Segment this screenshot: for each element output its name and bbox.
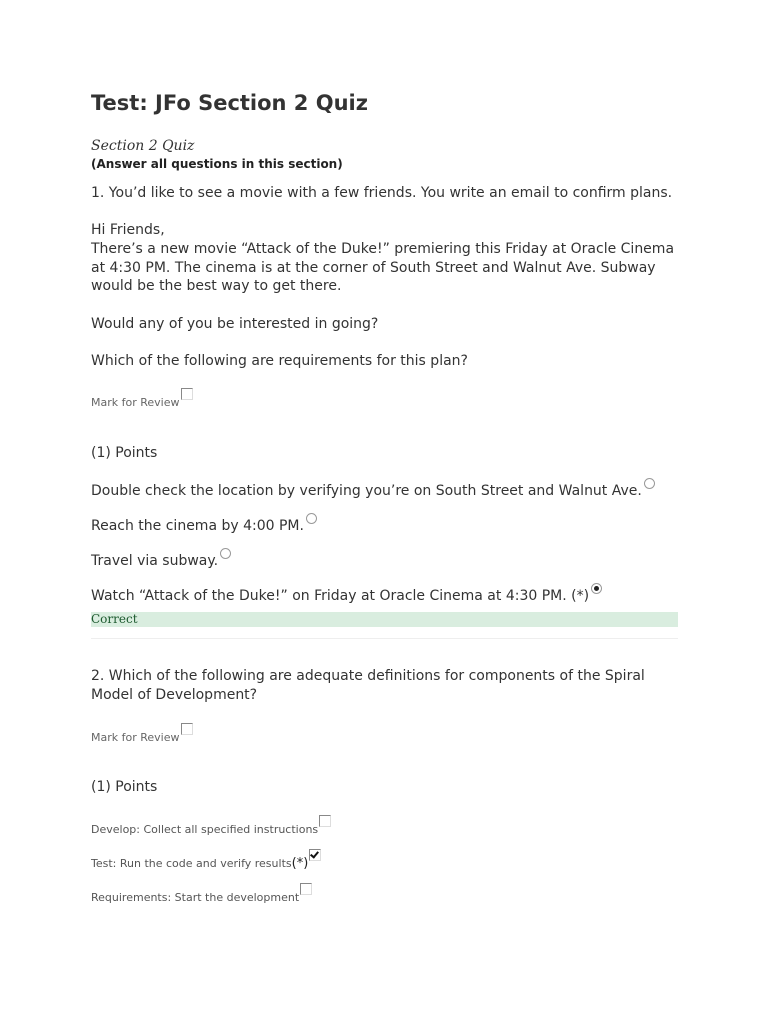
answer-option[interactable]	[91, 548, 231, 571]
answer-radio[interactable]	[220, 548, 231, 559]
question-1-prompt: 1. You’d like to see a movie with a few friends. You write an email to confirm plans.	[91, 185, 673, 201]
email-closing: Would any of you be interested in going?	[91, 316, 379, 332]
mark-for-review-checkbox[interactable]	[181, 723, 193, 735]
answer-option-label: Develop: Collect all specified instructions	[91, 823, 319, 836]
feedback-bar	[91, 612, 678, 627]
answer-option-label: Double check the location by verifying you’re on South Street and Walnut Ave.	[91, 483, 642, 499]
mark-for-review-label: Mark for Review	[91, 731, 180, 744]
answer-option[interactable]	[91, 478, 655, 501]
section-name: Section 2 Quiz	[91, 138, 195, 154]
question-divider	[91, 638, 678, 639]
answer-option-label: Travel via subway.	[91, 553, 219, 569]
answer-option-label: Reach the cinema by 4:00 PM.	[91, 518, 304, 534]
section-instruction: (Answer all questions in this section)	[91, 157, 343, 171]
page-title: Test: JFo Section 2 Quiz	[91, 91, 368, 115]
answer-option[interactable]	[91, 815, 331, 836]
question-2-points: (1) Points	[91, 779, 158, 795]
answer-radio[interactable]	[306, 513, 317, 524]
answer-option-label: Test: Run the code and verify results	[91, 857, 292, 870]
email-greeting: Hi Friends,	[91, 222, 165, 238]
feedback-correct: Correct	[91, 612, 138, 626]
answer-option[interactable]	[91, 849, 321, 871]
answer-radio[interactable]	[644, 478, 655, 489]
answer-option[interactable]	[91, 583, 602, 606]
answer-option[interactable]	[91, 883, 312, 904]
mark-for-review-2	[91, 723, 193, 744]
answer-checkbox-checked[interactable]	[309, 849, 321, 861]
answer-checkbox[interactable]	[300, 883, 312, 895]
answer-option[interactable]	[91, 513, 317, 536]
mark-for-review-label: Mark for Review	[91, 396, 180, 409]
answer-radio-selected[interactable]	[591, 583, 602, 594]
mark-for-review-checkbox[interactable]	[181, 388, 193, 400]
mark-for-review-1	[91, 388, 193, 409]
question-1-points: (1) Points	[91, 445, 158, 461]
question-1-question: Which of the following are requirements for this plan?	[91, 353, 468, 369]
answer-checkbox[interactable]	[319, 815, 331, 827]
email-body: There’s a new movie “Attack of the Duke!” premiering this Friday at Oracle Cinema at 4:30 PM. The cinema is at the corner of South Street and Walnut Ave. Subway would be the best way to get there.	[91, 241, 675, 294]
answer-option-label: Requirements: Start the development	[91, 891, 300, 904]
question-2-prompt: 2. Which of the following are adequate definitions for components of the Spiral Model of Development?	[91, 668, 645, 703]
correct-marker: (*)	[291, 856, 309, 871]
answer-option-label: Watch “Attack of the Duke!” on Friday at Oracle Cinema at 4:30 PM. (*)	[91, 588, 590, 604]
